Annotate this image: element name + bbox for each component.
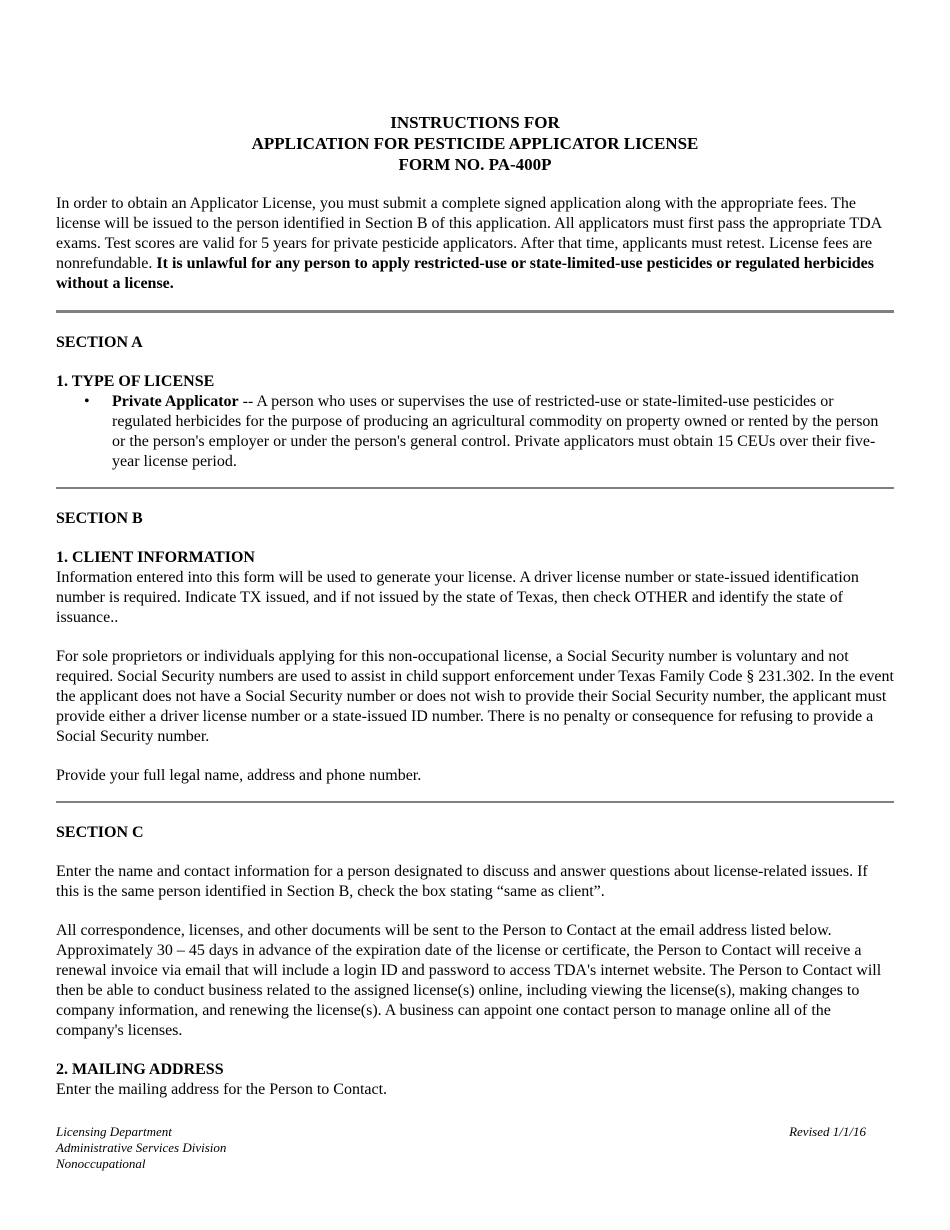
title-line-3: FORM NO. PA-400P	[398, 155, 552, 174]
mailing-address-heading: 2. MAILING ADDRESS	[56, 1061, 224, 1078]
page-footer	[56, 1124, 866, 1172]
contact-person-paragraph: Enter the name and contact information for a person designated to discuss and answer questions about license-related issues. If this is the same person identified in Section B, check the box stating “same as client”.	[56, 863, 868, 900]
section-c-heading: SECTION C	[56, 824, 144, 841]
mailing-address-paragraph: Enter the mailing address for the Person to Contact.	[56, 1081, 388, 1098]
type-of-license-heading: 1. TYPE OF LICENSE	[56, 373, 215, 390]
bullet-icon: •	[84, 393, 90, 410]
footer-category: Nonoccupational	[56, 1156, 146, 1171]
license-type-list	[56, 392, 894, 472]
intro-paragraph	[56, 194, 894, 294]
document-title	[56, 112, 894, 175]
document-page	[56, 112, 894, 1100]
client-info-paragraph: Information entered into this form will be used to generate your license. A driver license number or state-issued identification number is required. Indicate TX issued, and if not issued by the state of Texas, then check OTHER and identify the state of issuance..	[56, 569, 859, 626]
private-applicator-description: -- A person who uses or supervises the use of restricted-use or state-limited-use pesticides or regulated herbicides for the purpose of producing an agricultural commodity on property owned or rented by the person or the person's employer or under the person's general control. Private applicators must obtain 15 CEUs over their five-year license period.	[112, 393, 879, 470]
intro-warning: It is unlawful for any person to apply restricted-use or state-limited-use pesticides or regulated herbicides without a license.	[56, 255, 874, 292]
title-line-1: INSTRUCTIONS FOR	[390, 113, 560, 132]
footer-department: Licensing Department	[56, 1124, 172, 1139]
footer-division: Administrative Services Division	[56, 1140, 227, 1155]
client-information-heading: 1. CLIENT INFORMATION	[56, 549, 255, 566]
private-applicator-term: Private Applicator	[112, 393, 239, 410]
divider	[56, 487, 894, 489]
correspondence-paragraph: All correspondence, licenses, and other documents will be sent to the Person to Contact at the email address listed below. Approximately 30 – 45 days in advance of the expiration date of the license or certificate, the Person to Contact will receive a renewal invoice via email that will include a login ID and password to access TDA's internet website. The Person to Contact will then be able to conduct business related to the assigned license(s) online, including viewing the license(s), making changes to company information, and renewing the license(s). A business can appoint one contact person to manage online all of the company's licenses.	[56, 922, 882, 1039]
ssn-paragraph: For sole proprietors or individuals applying for this non-occupational license, a Social Security number is voluntary and not required. Social Security numbers are used to assist in child support enforcement under Texas Family Code § 231.302. In the event the applicant does not have a Social Security number or does not wish to provide their Social Security number, the applicant must provide either a driver license number or a state-issued ID number. There is no penalty or consequence for refusing to provide a Social Security number.	[56, 648, 894, 745]
list-item	[84, 392, 894, 472]
divider	[56, 310, 894, 313]
title-line-2: APPLICATION FOR PESTICIDE APPLICATOR LICENSE	[251, 134, 699, 153]
full-name-paragraph: Provide your full legal name, address and phone number.	[56, 767, 422, 784]
revision-date: Revised 1/1/16	[789, 1124, 866, 1139]
section-b-heading: SECTION B	[56, 510, 143, 527]
divider	[56, 801, 894, 803]
intro-text: In order to obtain an Applicator License, you must submit a complete signed application along with the appropriate fees. The license will be issued to the person identified in Section B of this application. All applicators must first pass the appropriate TDA exams. Test scores are valid for 5 years for private pesticide applicators. After that time, applicants must retest. License fees are nonrefundable.	[56, 195, 882, 272]
section-a-heading: SECTION A	[56, 334, 143, 351]
